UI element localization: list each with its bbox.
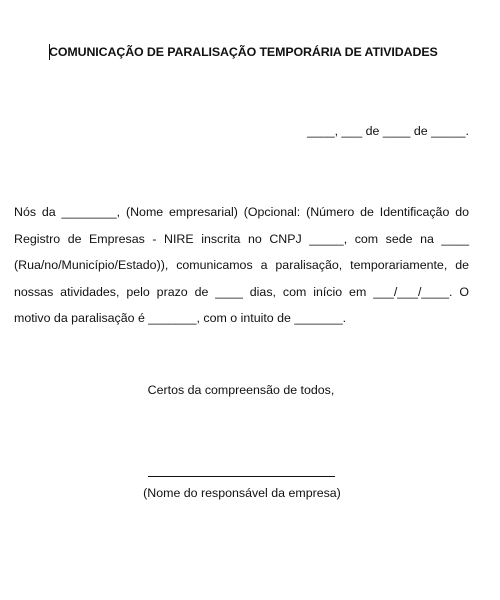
- signature-label: (Nome do responsável da empresa): [143, 486, 341, 500]
- document-title: COMUNICAÇÃO DE PARALISAÇÃO TEMPORÁRIA DE ATIVIDADES: [49, 45, 438, 59]
- closing-line: Certos da compreensão de todos,: [147, 383, 335, 397]
- signature-line: [148, 476, 335, 477]
- date-line: ____, ___ de ____ de _____.: [307, 124, 469, 138]
- body-paragraph: Nós da ________, (Nome empresarial) (Opcional: (Número de Identificação do Registro de Empresas - NIRE inscrita no CNPJ _____, com sede na ____ (Rua/no/Município/Estado)), comunicamos a paralisação, temporariamente, de nossas atividades, pelo prazo de ____ dias, com início em ___/___/____. O motivo da paralisação é _______, com o intuito de _______.: [14, 205, 469, 325]
